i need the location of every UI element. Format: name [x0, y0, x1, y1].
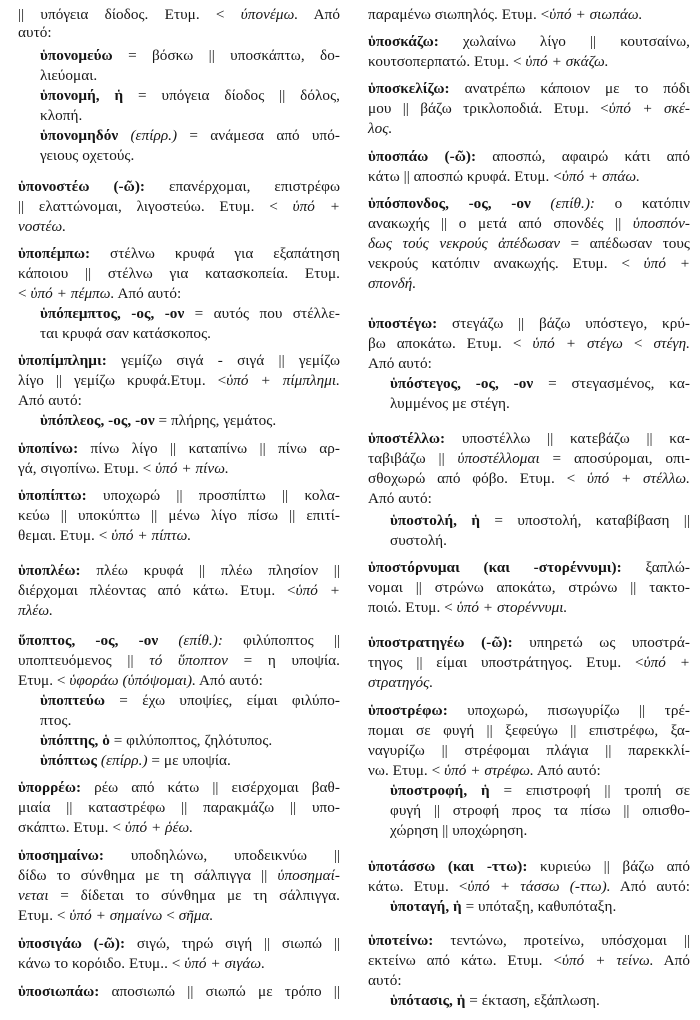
entry-line	[18, 867, 340, 885]
sub-entry-line	[390, 375, 690, 393]
definition-text: υποχωρώ, πισωγυρίζω || τρέ-	[447, 702, 690, 719]
entry-line	[368, 450, 690, 468]
entry-line	[368, 579, 690, 597]
italic-term: πλέω.	[18, 602, 53, 619]
headword: ὑποπίνω:	[18, 440, 79, 457]
definition-text: ταβιβάζω ||	[368, 450, 458, 467]
headword: ὑποσκελίζω:	[368, 80, 450, 97]
entry-line	[18, 198, 340, 216]
definition-text: ρέω από κάτω || εισέρχομαι βαθ-	[81, 779, 340, 796]
definition-text: = υπόταξη, καθυπόταξη.	[461, 898, 617, 915]
definition-text: = δίδεται το σύνθημα με τη σάλπιγγα.	[48, 887, 340, 904]
definition-text: Από αυτό:	[368, 355, 432, 372]
headword: ὑπονοστέω (-ῶ):	[18, 178, 146, 195]
definition-text: = υποστολή, καταβίβαση ||	[480, 512, 690, 529]
definition-text: ανακωχής || ο μετά από σπονδές ||	[368, 215, 633, 232]
definition-text: υποχωρώ || προσπίπτω || κολα-	[86, 487, 340, 504]
italic-term: ὑφοράω (ὑπόψομαι).	[69, 672, 196, 689]
definition-text: ο κατόπιν	[595, 195, 690, 212]
definition-text: αυτό:	[368, 972, 402, 989]
definition-text: τηγος || είμαι υποστράτηγος. Ετυμ. <	[368, 654, 644, 671]
definition-text: λίγο || γεμίζω κρυφά.Ετυμ. <	[18, 372, 227, 389]
definition-text: σθοχωρώ από φόβο. Ετυμ. <	[368, 470, 587, 487]
definition-text: <	[162, 907, 179, 924]
italic-term: ὑπό + στέλλω.	[586, 470, 690, 487]
definition-text: <	[18, 285, 31, 302]
entry-line	[368, 430, 690, 448]
definition-text: κάτω. Ετυμ. <	[368, 878, 468, 895]
definition-text	[118, 127, 130, 144]
definition-text: κάτω || αποσπώ κρυφά. Ετυμ. <	[368, 168, 562, 185]
headword: ὑποπλέω:	[18, 562, 81, 579]
definition-text: γά, σιγοπίνω. Ετυμ. <	[18, 460, 156, 477]
definition-text: = πλήρης, γεμάτος.	[154, 412, 277, 429]
entry-line	[18, 352, 340, 370]
definition-text: πλέω κρυφά || πλέω πλησίον ||	[80, 562, 340, 579]
entry-line	[368, 722, 690, 740]
definition-text: = φιλύποπτος, ζηλότυπος.	[109, 732, 273, 749]
italic-term: (επίθ.):	[550, 195, 596, 212]
definition-text: Από	[298, 6, 341, 23]
entry-line	[18, 672, 340, 690]
definition-text: φυγή || στροφή προς τα πίσω || οπισθο-	[390, 802, 690, 819]
entry-line	[368, 168, 690, 186]
entry-line	[18, 983, 340, 1001]
definition-text: ανατρέπω κάποιον με το πόδι	[449, 80, 690, 97]
italic-term: νοστέω.	[18, 218, 67, 235]
definition-text: αποσπώ, αφαιρώ κάτι από	[476, 148, 690, 165]
sub-entry-line	[40, 67, 340, 85]
sub-entry-line	[390, 822, 690, 840]
sub-entry-line	[40, 147, 340, 165]
definition-text: παραμένω σιωπηλός. Ετυμ. <	[368, 6, 550, 23]
definition-text	[531, 195, 551, 212]
definition-text: επανέρχομαι, επιστρέφω	[145, 178, 340, 195]
definition-text: τεντώνω, προτείνω, υπόσχομαι ||	[433, 932, 690, 949]
definition-text: χώρηση || υποχώρηση.	[390, 822, 528, 839]
definition-text: γειους οχετούς.	[40, 147, 135, 164]
sub-entry-line	[40, 732, 340, 750]
definition-text: υποδηλώνω, υποδεικνύω ||	[103, 847, 340, 864]
italic-term: δως τούς νεκρούς ἀπέδωσαν	[368, 235, 561, 252]
definition-text: μου || βάζω τρικλοποδιά. Ετυμ. <	[368, 100, 609, 117]
entry-line	[368, 120, 690, 138]
sub-entry-line	[40, 127, 340, 145]
definition-text: κουτσοπερπατώ. Ετυμ. <	[368, 53, 526, 70]
definition-text: νω. Ετυμ. <	[368, 762, 445, 779]
definition-text: ται κρυφά σαν κατάσκοπος.	[40, 325, 211, 342]
italic-term: ὑπό + σημαίνω	[69, 907, 163, 924]
entry-line	[368, 148, 690, 166]
italic-term: ὑποσπόν-	[632, 215, 690, 232]
definition-text: = ανάμεσα από υπό-	[177, 127, 340, 144]
definition-text: σιγώ, τηρώ σιγή || σιωπώ ||	[125, 935, 340, 952]
entry-line	[368, 674, 690, 692]
sub-entry-line	[390, 395, 690, 413]
definition-text: = βόσκω || υποσκάπτω, δο-	[112, 47, 340, 64]
definition-text: Από αυτό:	[114, 285, 182, 302]
entry-line	[18, 819, 340, 837]
entry-line	[368, 878, 690, 896]
sub-entry-line	[390, 512, 690, 530]
entry-line	[368, 195, 690, 213]
italic-term: τό ὕποπτον	[149, 652, 228, 669]
headword: ὑποστέγω:	[368, 315, 438, 332]
definition-text: συστολή.	[390, 532, 447, 549]
definition-text: Από αυτό:	[610, 878, 690, 895]
headword: ὑποπίπτω:	[18, 487, 87, 504]
headword: ὑπονομηδόν	[40, 127, 119, 144]
italic-term: ὑπό +	[643, 255, 690, 272]
definition-text: Από αυτό:	[368, 490, 432, 507]
entry-line	[18, 440, 340, 458]
entry-line	[368, 53, 690, 71]
entry-line	[18, 779, 340, 797]
sub-entry-line	[390, 802, 690, 820]
entry-line	[368, 858, 690, 876]
headword: ὑποστροφή, ἡ	[390, 782, 490, 799]
headword: ὑποσιωπάω:	[18, 983, 100, 1000]
italic-term: ὑπό + πίμπλημι.	[226, 372, 340, 389]
italic-term: σπονδή.	[368, 275, 417, 292]
headword: ὑπόσπονδος, -ος, -ον	[368, 195, 531, 212]
entry-line	[368, 634, 690, 652]
entry-line	[368, 6, 690, 24]
definition-text: γεμίζω σιγά - σιγά || γεμίζω	[106, 352, 340, 369]
definition-text: κλοπή.	[40, 107, 83, 124]
entry-line	[18, 24, 340, 42]
italic-term: ὑπό + στορέννυμι.	[456, 599, 568, 616]
definition-text: = η υποψία.	[227, 652, 340, 669]
entry-line	[368, 702, 690, 720]
definition-text: κάποιου || στέλνω για κατασκοπεία. Ετυμ.	[18, 265, 340, 282]
headword: ὕποπτος, -ος, -ον	[18, 632, 159, 649]
entry-line	[368, 599, 690, 617]
definition-text: υποστέλλω || κατεβάζω || κα-	[445, 430, 690, 447]
definition-text: λιεύομαι.	[40, 67, 98, 84]
definition-text: = υπόγεια δίοδος || δόλος,	[123, 87, 340, 104]
entry-line	[368, 742, 690, 760]
headword: ὑποπίμπλημι:	[18, 352, 107, 369]
italic-term: στρατηγός.	[368, 674, 434, 691]
headword: ὑπόπλεος, -ος, -ον	[40, 412, 155, 429]
definition-text: κάνω το κορόιδο. Ετυμ.. <	[18, 955, 185, 972]
sub-entry-line	[40, 47, 340, 65]
italic-term: ὑπό + πέμπω.	[30, 285, 115, 302]
definition-text: <	[622, 335, 654, 352]
definition-text: = απέδωσαν τους	[560, 235, 690, 252]
entry-line	[18, 652, 340, 670]
definition-text: μιαία || καταστρέφω || παρακμάζω || υπο-	[18, 799, 340, 816]
headword: ὑποσκάζω:	[368, 33, 439, 50]
sub-entry-line	[40, 305, 340, 323]
headword: ὑπορρέω:	[18, 779, 82, 796]
definition-text: Ετυμ. <	[18, 907, 70, 924]
headword: ὑποταγή, ἡ	[390, 898, 462, 915]
entry-line	[368, 762, 690, 780]
definition-text: Από	[653, 952, 690, 969]
definition-text: πομαι σε φυγή || ξεφεύγω || επιστρέφω, ξα-	[368, 722, 690, 739]
headword: ὑπόπτης, ὁ	[40, 732, 110, 749]
italic-term: ὑπό + σκάζω.	[525, 53, 609, 70]
entry-line	[18, 285, 340, 303]
sub-entry-line	[40, 107, 340, 125]
sub-entry-line	[40, 752, 340, 770]
sub-entry-line	[40, 692, 340, 710]
headword: ὑποστολή, ἡ	[390, 512, 481, 529]
definition-text	[158, 632, 178, 649]
sub-entry-line	[40, 712, 340, 730]
italic-term: ὑπό + τάσσω (-ττω).	[467, 878, 611, 895]
entry-line	[18, 955, 340, 973]
definition-text: θεμαι. Ετυμ. <	[18, 527, 112, 544]
headword: ὑποτείνω:	[368, 932, 434, 949]
sub-entry-line	[40, 412, 340, 430]
italic-term: ὑπό +	[643, 654, 691, 671]
italic-term: ύπονέμω.	[240, 6, 299, 23]
entry-line	[18, 632, 340, 650]
headword: ὑπονομή, ἡ	[40, 87, 124, 104]
definition-text: Από αυτό:	[18, 392, 82, 409]
sub-entry-line	[390, 898, 690, 916]
definition-text: χωλαίνω λίγο || κουτσαίνω,	[438, 33, 690, 50]
entry-line	[368, 215, 690, 233]
sub-entry-line	[390, 532, 690, 550]
italic-term: ὑποσημαί-	[277, 867, 340, 884]
headword: ὑποστρατηγέω (-ῶ):	[368, 634, 513, 651]
definition-text: = επιστροφή || τροπή σε	[489, 782, 690, 799]
definition-text: λυμμένος με στέγη.	[390, 395, 510, 412]
entry-line	[368, 972, 690, 990]
definition-text: Από αυτό:	[195, 672, 263, 689]
italic-term: ὑπό + σπάω.	[561, 168, 640, 185]
headword: ὑποτάσσω (και -ττω):	[368, 858, 528, 875]
definition-text: κυριεύω || βάζω από	[527, 858, 690, 875]
entry-line	[18, 799, 340, 817]
italic-term: ὑπό + σιωπάω.	[549, 6, 643, 23]
sub-entry-line	[40, 87, 340, 105]
italic-term: ὑπό + σκέ-	[608, 100, 690, 117]
definition-text: φιλύποπτος ||	[222, 632, 340, 649]
headword: ὑπόπεμπτος, -ος, -ον	[40, 305, 185, 322]
entry-line	[368, 490, 690, 508]
entry-line	[368, 235, 690, 253]
entry-line	[368, 654, 690, 672]
entry-line	[368, 315, 690, 333]
entry-line	[18, 372, 340, 390]
entry-line	[18, 178, 340, 196]
definition-text: ξαπλώ-	[621, 559, 690, 576]
italic-term: λος.	[368, 120, 393, 137]
headword: ὑπονομεύω	[40, 47, 113, 64]
sub-entry-line	[390, 992, 690, 1010]
headword: ὑποστέλλω:	[368, 430, 446, 447]
definition-text: εκτείνω από κάτω. Ετυμ. <	[368, 952, 562, 969]
entry-line	[368, 355, 690, 373]
definition-text: Ετυμ. <	[18, 672, 70, 689]
entry-line	[368, 952, 690, 970]
headword: ὑποσιγάω (-ῶ):	[18, 935, 126, 952]
definition-text: δίδω το σύνθημα με τη σάλπιγγα ||	[18, 867, 278, 884]
entry-line	[368, 255, 690, 273]
italic-term: ὑποστέλλομαι	[457, 450, 540, 467]
entry-line	[368, 100, 690, 118]
headword: ὑποπτεύω	[40, 692, 105, 709]
headword: ὑπόπτως	[40, 752, 97, 769]
definition-text: κεύω || υποκύπτω || μένω λίγο πίσω || επιτί-	[18, 507, 340, 524]
headword: ὑποστόρνυμαι (και -στορέννυμι):	[368, 559, 622, 576]
definition-text: βω αποκάτω. Ετυμ. <	[368, 335, 533, 352]
headword: ὑποστρέφω:	[368, 702, 448, 719]
definition-text: || υπόγεια δίοδος. Ετυμ. <	[18, 6, 241, 23]
entry-line	[18, 887, 340, 905]
headword: ὑποσπάω (-ῶ):	[368, 148, 477, 165]
italic-term: ὑπό + στρέφω.	[444, 762, 534, 779]
definition-text: νομαι || στρώνω αποκάτω, στρώνω || τακτο-	[368, 579, 690, 596]
entry-line	[18, 527, 340, 545]
italic-term: ὑπό + πίπτω.	[111, 527, 192, 544]
definition-text: πίνω λίγο || καταπίνω || πίνω αρ-	[78, 440, 340, 457]
italic-term: ὑπό + τείνω.	[562, 952, 654, 969]
definition-text: ποιώ. Ετυμ. <	[368, 599, 457, 616]
entry-line	[18, 582, 340, 600]
definition-text: σκάπτω. Ετυμ. <	[18, 819, 125, 836]
definition-text: νεκρούς κατόπιν ανακωχής. Ετυμ. <	[368, 255, 644, 272]
entry-line	[18, 6, 340, 24]
entry-line	[368, 275, 690, 293]
definition-text: υπηρετώ ως υποστρά-	[512, 634, 690, 651]
definition-text: ναγυρίζω || στρέφομαι πλάγια || παρεκκλί-	[368, 742, 690, 759]
sub-entry-line	[390, 782, 690, 800]
headword: ὑποσημαίνω:	[18, 847, 104, 864]
sub-entry-line	[40, 325, 340, 343]
italic-term: ὑπό + πίνω.	[155, 460, 229, 477]
italic-term: στέγη.	[653, 335, 690, 352]
italic-term: (επίθ.):	[178, 632, 223, 649]
italic-term: νεται	[18, 887, 49, 904]
entry-line	[18, 265, 340, 283]
italic-term: (επίρρ.)	[130, 127, 178, 144]
entry-line	[18, 245, 340, 263]
definition-text: αποσιωπώ || σιωπώ με τρόπο ||	[99, 983, 340, 1000]
italic-term: ὑπό +	[295, 582, 340, 599]
definition-text: = αποσύρομαι, οπι-	[539, 450, 690, 467]
definition-text: αυτό:	[18, 24, 52, 41]
definition-text: Από αυτό:	[533, 762, 601, 779]
italic-term: ὑπό + στέγω	[532, 335, 623, 352]
entry-line	[18, 487, 340, 505]
entry-line	[18, 907, 340, 925]
definition-text: στέλνω κρυφά για εξαπάτηση	[90, 245, 340, 262]
definition-text: = με υποψία.	[147, 752, 231, 769]
definition-text: στεγάζω || βάζω υπόστεγο, κρύ-	[437, 315, 690, 332]
italic-term: ὑπό + σιγάω.	[184, 955, 266, 972]
italic-term: (επίρρ.)	[100, 752, 148, 769]
italic-term: ὑπό +	[292, 198, 340, 215]
definition-text: = έχω υποψίες, είμαι φιλύπο-	[105, 692, 340, 709]
entry-line	[18, 562, 340, 580]
entry-line	[368, 470, 690, 488]
italic-term: σῆμα.	[178, 907, 214, 924]
entry-line	[368, 559, 690, 577]
headword: ὑπόστεγος, -ος, -ον	[390, 375, 534, 392]
entry-line	[18, 602, 340, 620]
headword: ὑποπέμπω:	[18, 245, 91, 262]
definition-text: = αυτός που στέλλε-	[184, 305, 340, 322]
entry-line	[368, 932, 690, 950]
entry-line	[18, 507, 340, 525]
definition-text: || ελαττώνομαι, λιγοστεύω. Ετυμ. <	[18, 198, 293, 215]
definition-text: = έκταση, εξάπλωση.	[465, 992, 600, 1009]
entry-line	[368, 80, 690, 98]
definition-text: διέρχομαι πλέοντας από κάτω. Ετυμ. <	[18, 582, 296, 599]
definition-text: = στεγασμένος, κα-	[533, 375, 690, 392]
italic-term: ὑπό + ῥέω.	[124, 819, 194, 836]
entry-line	[18, 935, 340, 953]
headword: ὑπότασις, ἡ	[390, 992, 466, 1009]
entry-line	[18, 218, 340, 236]
entry-line	[368, 335, 690, 353]
entry-line	[18, 392, 340, 410]
entry-line	[18, 847, 340, 865]
entry-line	[368, 33, 690, 51]
definition-text: πτος.	[40, 712, 72, 729]
entry-line	[18, 460, 340, 478]
definition-text: υποπτευόμενος ||	[18, 652, 150, 669]
